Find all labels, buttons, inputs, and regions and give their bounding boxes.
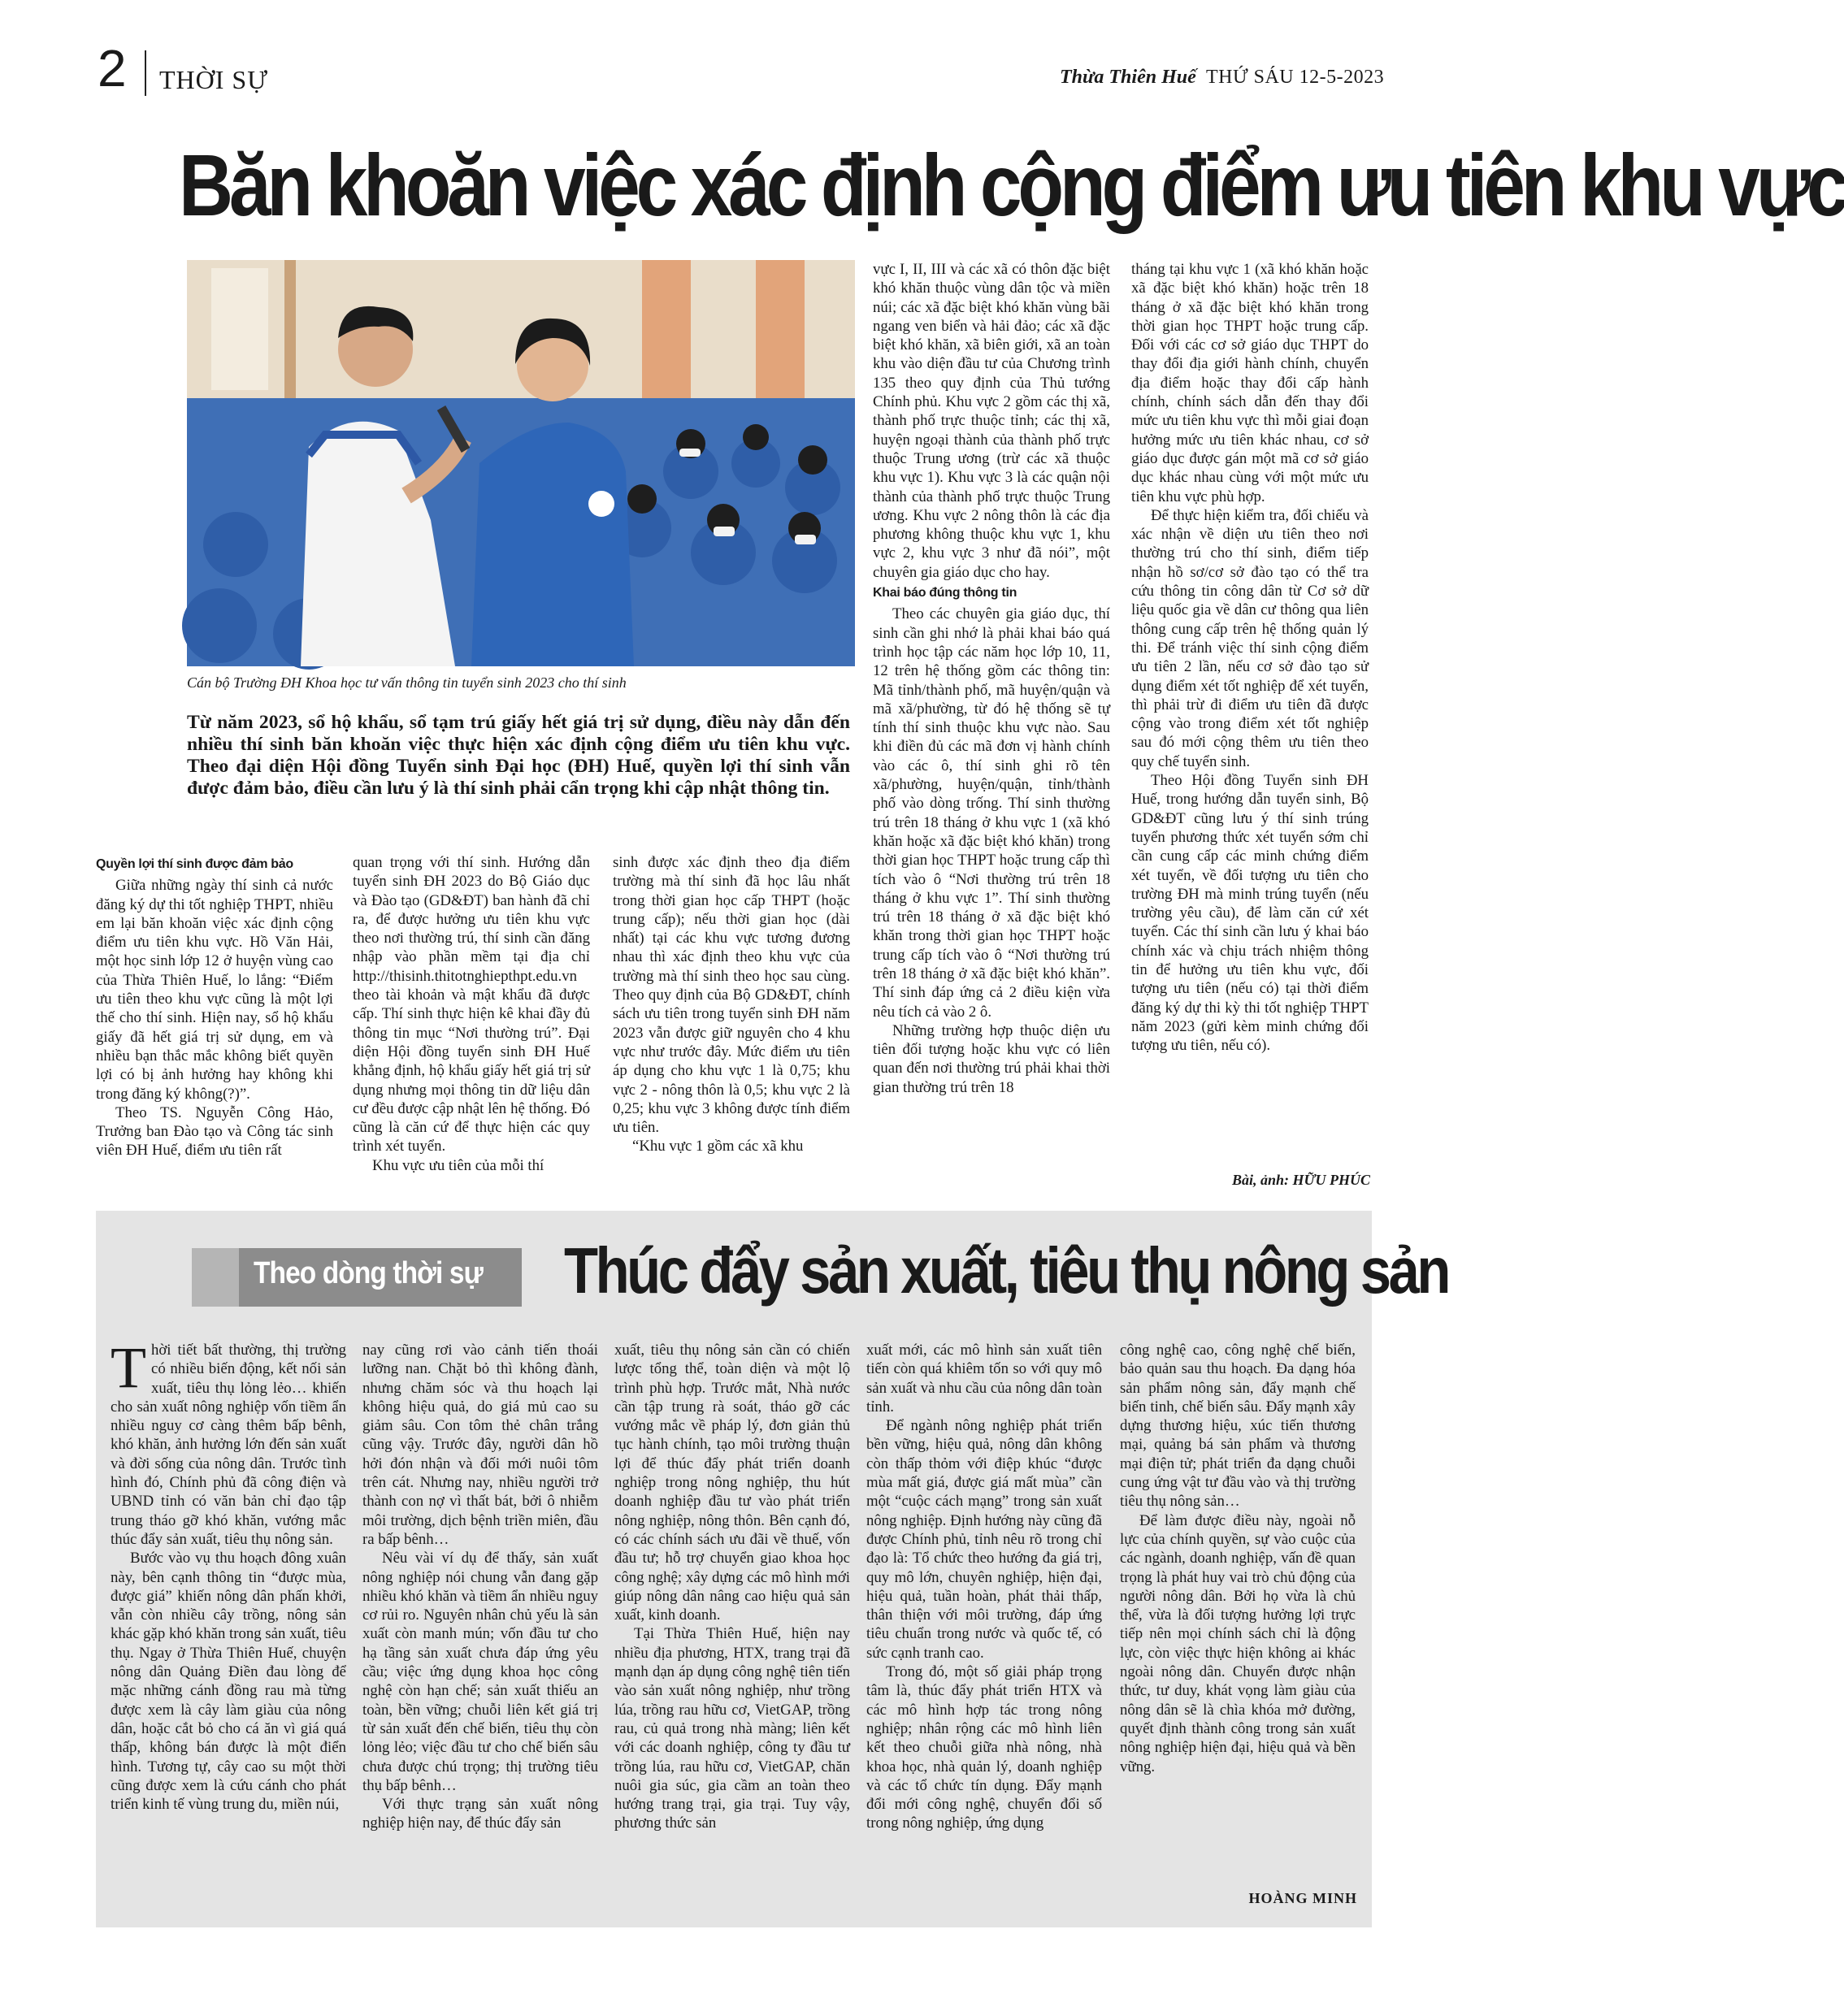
article-byline: Bài, ảnh: HỮU PHÚC bbox=[1232, 1172, 1370, 1188]
article2-column-5 bbox=[1120, 1341, 1356, 1776]
paragraph: Bước vào vụ thu hoạch đông xuân này, bên cạnh thông tin “được mùa, được giá” khiến nông dân phấn khởi, vẫn còn nhiều cây trồng, nông sản khác gặp khó khăn trong sản xuất, tiêu thụ. Ngay ở Thừa Thiên Huế, chuyện nông dân Quảng Điền đau lòng để mặc những cánh đồng rau mà từng được xem là cây làm giàu của nông dân, hoặc cắt bỏ cho cá ăn vì giá quá thấp, không bán được là một điển hình. Tương tự, cây cao su một thời cũng được xem là cứu cánh cho phát triển kinh tế vùng trung du, miền núi, bbox=[111, 1550, 346, 1814]
paragraph: Để ngành nông nghiệp phát triển bền vững, hiệu quả, nông dân không còn thấp thỏm với điệp khúc “được mùa mất giá, được giá mất mùa” cần một “cuộc cách mạng” trong sản xuất nông nghiệp. Định hướng này cũng đã được Chính phủ, tỉnh nêu rõ trong chỉ đạo là: Tổ chức theo hướng đa giá trị, quy mô lớn, chuyên nghiệp, hiện đại, hiệu quả, tuần hoàn, phát thải thấp, thân thiện với môi trường, đáp ứng tiêu chuẩn trong nước và quốc tế, có sức cạnh tranh cao. bbox=[866, 1417, 1102, 1662]
newspaper-name: Thừa Thiên Huế bbox=[1060, 67, 1196, 88]
paragraph: nay cũng rơi vào cảnh tiến thoái lưỡng nan. Chặt bỏ thì không đành, nhưng chăm sóc và thu hoạch lại không hiệu quả, do giá mủ cao su giảm sâu. Con tôm thẻ chân trắng cũng vậy. Trước đây, người dân hồ hởi đón nhận và đối mới nuôi tôm trên cát. Nhưng nay, nhiều người trở thành con nợ vì thất bát, bởi ô nhiễm môi trường, dịch bệnh triền miên, đầu ra bấp bênh… bbox=[362, 1342, 598, 1548]
commentary-headline: Thúc đẩy sản xuất, tiêu thụ nông sản bbox=[564, 1234, 1448, 1307]
paragraph: sinh được xác định theo địa điểm trường mà thí sinh đã học lâu nhất trong thời gian học cấp THPT (hoặc trung cấp); nếu thời gian học (dài nhất) tại các khu vực tương đương nhau thì xác định theo khu vực của trường mà thí sinh theo học sau cùng. Theo quy định của Bộ GD&ĐT, chính sách ưu tiên trong tuyển sinh ĐH năm 2023 vẫn được giữ nguyên cho 4 khu vực như trước đây. Mức điểm ưu tiên áp dụng cho khu vực 1 là 0,75; khu vực 2 - nông thôn là 0,5; khu vực 2 là 0,25; khu vực 3 không được tính điểm ưu tiên. bbox=[613, 854, 850, 1137]
article2-column-2 bbox=[362, 1341, 598, 1833]
issue-date: THỨ SÁU 12-5-2023 bbox=[1206, 67, 1385, 88]
paragraph: tháng tại khu vực 1 (xã khó khăn hoặc xã đặc biệt khó khăn) hoặc trên 18 tháng ở xã đặc biệt khó khăn trong thời gian học THPT hoặc trung cấp. Đối với các cơ sở giáo dục THPT do thay đổi địa giới hành chính, chuyển địa điểm hoặc thay đổi cấp hành chính, chính sách dẫn đến thay đổi mức ưu tiên khu vực thì mỗi giai đoạn hưởng mức ưu tiên khác nhau, cơ sở giáo dục được gán một mã cơ sở giáo dục khác nhau cùng với một mức ưu tiên khu vực phù hợp. bbox=[1131, 261, 1369, 505]
column-tag-label: Theo dòng thời sự bbox=[254, 1256, 483, 1290]
page-number: 2 bbox=[98, 39, 127, 98]
paragraph: Theo Hội đồng Tuyển sinh ĐH Huế, trong hướng dẫn tuyển sinh, Bộ GD&ĐT cũng lưu ý thí sinh trúng tuyển phương thức xét tuyển sớm chỉ cần cung cấp các minh chứng điểm xét tuyển, về đối tượng ưu tiên cho trường ĐH mà minh trúng tuyển (nếu trường yêu cầu), để làm căn cứ xét tuyển. Các thí sinh cần lưu ý khai báo chính xác và chịu trách nhiệm thông tin để hưởng ưu tiên khu vực, đối tượng ưu tiên (nếu có) tại thời điểm đăng ký dự thi kỳ thi tốt nghiệp THPT năm 2023 (gửi kèm minh chứng đối tượng ưu tiên, nếu có). bbox=[1131, 772, 1369, 1055]
article2-column-4 bbox=[866, 1341, 1102, 1833]
header-divider bbox=[145, 50, 146, 96]
photo-illustration bbox=[187, 260, 855, 666]
paragraph: Theo các chuyên gia giáo dục, thí sinh cần ghi nhớ là phải khai báo quá trình học tập các năm học lớp 10, 11, 12 trên hệ thống gồm các thông tin: Mã tỉnh/thành phố, mã huyện/quận và mã xã/phường, từ đó hệ thống sẽ tự tính thí sinh thuộc khu vực nào. Sau khi điền đủ các mã đơn vị hành chính vào các ô, thí sinh ghi rõ tên xã/phường, huyện/quận, tỉnh/thành phố vào dòng trống. Thí sinh thường trú trên 18 tháng ở khu vực 1 (xã khó khăn hoặc xã đặc biệt khó khăn) trong thời gian học THPT hoặc trung cấp thì tích vào ô “Nơi thường trú trên 18 tháng ở khu vực 1”. Thí sinh thường trú trên 18 tháng ở xã đặc biệt khó khăn trong thời gian học THPT hoặc trung cấp tích vào ô “Nơi thường trú trên 18 tháng ở xã đặc biệt khó khăn”. Thí sinh đáp ứng cả 2 điều kiện vừa nêu tích cả vào 2 ô. bbox=[873, 605, 1110, 1021]
article-headline: Băn khoăn việc xác định cộng điểm ưu tiên khu vực bbox=[179, 136, 1844, 234]
paragraph: Để làm được điều này, ngoài nỗ lực của chính quyền, sự vào cuộc của các ngành, doanh nghiệp, vấn đề quan trọng là phát huy vai trò chủ động của người nông dân. Bởi họ vừa là chủ thể, vừa là đối tượng hưởng lợi trực tiếp nên mọi chính sách chỉ là động lực, còn việc thực hiện không ai khác ngoài nông dân. Chuyển được nhận thức, tư duy, khát vọng làm giàu của nông dân sẽ là chìa khóa mở đường, quyết định thành công trong sản xuất nông nghiệp hiện đại, hiệu quả và bền vững. bbox=[1120, 1511, 1356, 1775]
drop-cap: T bbox=[111, 1335, 146, 1400]
article1-column-3 bbox=[613, 853, 850, 1156]
paragraph: Để thực hiện kiểm tra, đối chiếu và xác nhận về diện ưu tiên theo nơi thường trú cho thí sinh, điểm tiếp nhận hồ sơ/cơ sở đào tạo có thể tra cứu thông tin công dân từ Cơ sở dữ liệu quốc gia về dân cư thông qua liên thông cung cấp trên hệ thống quản lý thi. Để tránh việc thí sinh cộng điểm ưu tiên 2 lần, nếu cơ sở đào tạo sử dụng điểm xét tốt nghiệp để xét tuyển, thì phải trừ đi điểm ưu tiên đã được cộng vào trong điểm xét tốt nghiệp sau đó mới cộng thêm ưu tiên theo quy chế tuyển sinh. bbox=[1131, 506, 1369, 770]
article2-column-3 bbox=[614, 1341, 850, 1833]
section-name: THỜI SỰ bbox=[159, 65, 269, 94]
article1-column-2 bbox=[353, 853, 590, 1175]
paragraph: Những trường hợp thuộc diện ưu tiên đối tượng hoặc khu vực có liên quan đến nơi thường trú phải khai thời gian thường trú trên 18 bbox=[873, 1021, 1110, 1096]
article2-column-1 bbox=[111, 1335, 346, 1814]
subheading: Khai báo đúng thông tin bbox=[873, 586, 1017, 600]
paragraph: vực I, II, III và các xã có thôn đặc biệt khó khăn thuộc vùng dân tộc và miền núi; các xã đặc biệt khó khăn vùng bãi ngang ven biển và hải đảo; các xã đặc biệt khó khăn, xã biên giới, xã an toàn khu vào diện đầu tư của Chương trình 135 theo quy định của Thủ tướng Chính phủ. Khu vực 2 gồm các thị xã, thành phố trực thuộc tỉnh; các thị xã, huyện ngoại thành của thành phố trực thuộc Trung ương (trừ các xã thuộc khu vực 1). Khu vực 3 là các quận nội thành của thành phố trực thuộc Trung ương. Khu vực 2 nông thôn là các địa phương không thuộc khu vực 1, khu vực 2, khu vực 3 như đã nói”, một chuyên gia giáo dục cho hay. bbox=[873, 261, 1110, 581]
paragraph-text: hời tiết bất thường, thị trường có nhiều biến động, kết nối sản xuất, tiêu thụ lỏng lẻo… khiến cho sản xuất nông nghiệp vốn tiềm ẩn nhiều nguy cơ càng thêm bấp bênh, khó khăn, ảnh hưởng lớn đến sản xuất và đời sống của nông dân. Trước tình hình đó, Chính phủ đã công điện và UBND tỉnh có văn bản chỉ đạo tập trung tháo gỡ khó khăn, vướng mắc thúc đẩy sản xuất, tiêu thụ nông sản. bbox=[111, 1342, 346, 1548]
paragraph: Tại Thừa Thiên Huế, hiện nay nhiều địa phương, HTX, trang trại đã mạnh dạn áp dụng công nghệ tiên tiến vào sản xuất nông nghiệp, như trồng lúa, trồng rau hữu cơ, VietGAP, trồng rau, củ quả trong nhà màng; liên kết với các doanh nghiệp, công ty đầu tư trồng lúa, rau hữu cơ, VietGAP, chăn nuôi gia súc, gia cầm an toàn theo hướng trang trại, gia trại. Tuy vậy, phương thức sản bbox=[614, 1625, 850, 1832]
article1-column-4 bbox=[873, 260, 1110, 1097]
article1-column-1 bbox=[96, 853, 333, 1160]
commentary-byline: HOÀNG MINH bbox=[1248, 1890, 1357, 1906]
article-lead: Từ năm 2023, sổ hộ khẩu, sổ tạm trú giấy hết giá trị sử dụng, điều này dẫn đến nhiều thí sinh băn khoăn việc thực hiện xác định cộng điểm ưu tiên khu vực. Theo đại diện Hội đồng Tuyển sinh Đại học (ĐH) Huế, quyền lợi thí sinh vẫn được đảm bảo, điều cần lưu ý là thí sinh phải cẩn trọng khi cập nhật thông tin. bbox=[187, 712, 850, 799]
paragraph: quan trọng với thí sinh. Hướng dẫn tuyển sinh ĐH 2023 do Bộ Giáo dục và Đào tạo (GD&ĐT) ban hành đã chỉ ra, để được hưởng ưu tiên khu vực theo nơi thường trú, thí sinh cần đăng nhập vào phần mềm tại địa chỉ http://thisinh.thitotnghiepthpt.edu.vn theo tài khoản và mật khẩu đã được cấp. Thí sinh thực hiện kê khai đầy đủ thông tin mục “Nơi thường trú”. Đại diện Hội đồng tuyển sinh ĐH Huế khẳng định, hộ khẩu giấy hết giá trị sử dụng nhưng mọi thông tin dữ liệu dân cư đều được cập nhật lên hệ thống. Đó cũng là căn cứ để thực hiện các quy trình xét tuyển. bbox=[353, 854, 590, 1155]
column-tag-accent bbox=[192, 1248, 239, 1307]
paragraph: xuất mới, các mô hình sản xuất tiên tiến còn quá khiêm tốn so với quy mô sản xuất và nhu cầu của nông dân toàn tỉnh. bbox=[866, 1342, 1102, 1416]
paragraph: Trong đó, một số giải pháp trọng tâm là, thúc đẩy phát triển HTX và các mô hình hợp tác trong nông nghiệp; nhân rộng các mô hình liên kết theo chuỗi giữa nhà nông, nhà khoa học, nhà quản lý, doanh nghiệp và các tổ chức tín dụng. Đẩy mạnh đổi mới công nghệ, chuyển đổi số trong nông nghiệp, ứng dụng bbox=[866, 1663, 1102, 1832]
paragraph: Khu vực ưu tiên của mỗi thí bbox=[372, 1156, 545, 1174]
article1-column-5 bbox=[1131, 260, 1369, 1055]
subheading: Quyền lợi thí sinh được đảm bảo bbox=[96, 857, 293, 871]
paragraph: Giữa những ngày thí sinh cả nước đăng ký dự thi tốt nghiệp THPT, nhiều em lại băn khoăn việc xác định cộng điểm ưu tiên khu vực. Hồ Văn Hải, một học sinh lớp 12 ở huyện vùng cao của Thừa Thiên Huế, lo lắng: “Điểm ưu tiên theo khu vực cũng là một lợi thế cho thí sinh. Hiện nay, sổ hộ khẩu giấy đã hết giá trị sử dụng, em và nhiều bạn thắc mắc không biết quyền lợi có bị ảnh hưởng hay không khi trong đăng ký không(?)”. bbox=[96, 877, 333, 1103]
paragraph: Nêu vài ví dụ để thấy, sản xuất nông nghiệp nói chung vẫn đang gặp nhiều khó khăn và tiềm ẩn nhiều nguy cơ rủi ro. Nguyên nhân chủ yếu là sản xuất còn manh mún; vốn đầu tư cho hạ tầng sản xuất chưa đáp ứng yêu cầu; việc ứng dụng khoa học công nghệ còn hạn chế; sản xuất thiếu an toàn, bền vững; chuỗi liên kết giá trị từ sản xuất đến chế biến, tiêu thụ còn lỏng lẻo; việc đầu tư cho chế biến sâu chưa được chú trọng; thị trường tiêu thụ bấp bênh… bbox=[362, 1550, 598, 1794]
article-photo bbox=[187, 260, 855, 666]
paragraph bbox=[111, 1335, 346, 1549]
photo-caption: Cán bộ Trường ĐH Khoa học tư vấn thông tin tuyển sinh 2023 cho thí sinh bbox=[187, 674, 627, 691]
paragraph: Theo TS. Nguyễn Công Hảo, Trưởng ban Đào tạo và Công tác sinh viên ĐH Huế, điểm ưu tiên rất bbox=[96, 1103, 333, 1160]
paragraph: xuất, tiêu thụ nông sản cần có chiến lược tổng thể, toàn diện và một lộ trình phù hợp. Trước mắt, Nhà nước cần tập trung rà soát, tháo gỡ các vướng mắc về pháp lý, đơn giản thủ tục hành chính, tạo môi trường thuận lợi để thúc đẩy phát triển doanh nghiệp trong nông nghiệp, thu hút doanh nghiệp đầu tư vào phát triển nông nghiệp, nông thôn. Bên cạnh đó, có các chính sách ưu đãi về thuế, vốn đầu tư; hỗ trợ chuyển giao khoa học công nghệ; xây dựng các mô hình mới giúp nông dân nâng cao hiệu quả sản xuất, kinh doanh. bbox=[614, 1342, 850, 1624]
paragraph: công nghệ cao, công nghệ chế biến, bảo quản sau thu hoạch. Đa dạng hóa sản phẩm nông sản, đẩy mạnh chế biến tinh, chế biến sâu. Đẩy mạnh xây dựng thương hiệu, xúc tiến thương mại, quảng bá sản phẩm và thương mại điện tử; phát triển đa dạng chuỗi cung ứng vật tư đầu vào và thị trường tiêu thụ nông sản… bbox=[1120, 1342, 1356, 1511]
paragraph: Với thực trạng sản xuất nông nghiệp hiện nay, để thúc đẩy sản bbox=[362, 1796, 598, 1832]
paragraph: “Khu vực 1 gồm các xã khu bbox=[632, 1138, 804, 1155]
